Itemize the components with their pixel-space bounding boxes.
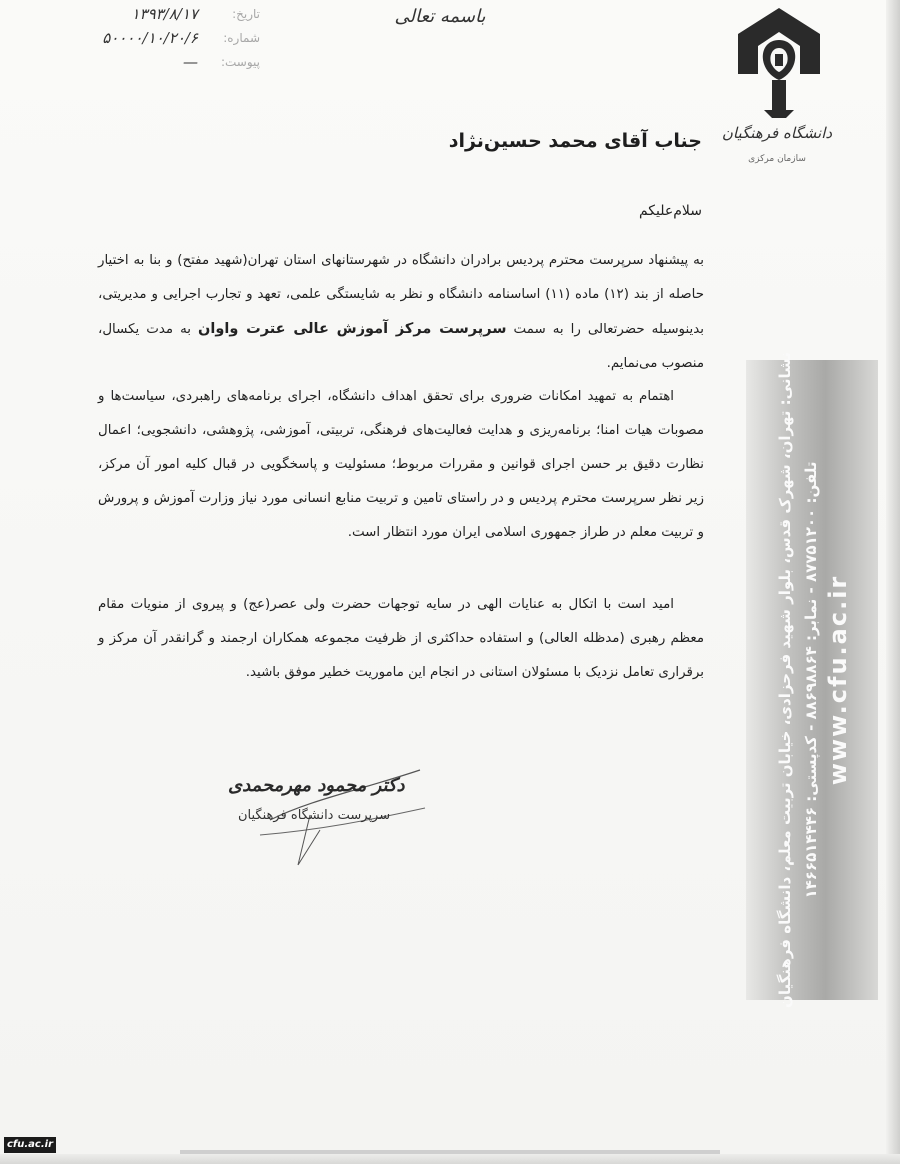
paragraph-appointment-end: به مدت یکسال، منصوب می‌نمایم. — [98, 322, 704, 371]
number-value: ۵۰۰۰۰/۱۰/۲۰/۶ — [102, 29, 198, 47]
invocation-heading: باسمه تعالی — [394, 6, 486, 27]
date-value: ۱۳۹۳/۸/۱۷ — [131, 5, 198, 23]
logo-subtitle: سازمان مرکزی — [748, 154, 806, 164]
contact-sideband-text — [746, 352, 878, 1008]
letter-meta — [60, 2, 260, 74]
addressee: جناب آقای محمد حسین‌نژاد — [448, 130, 702, 152]
website-url: www.cfu.ac.ir — [824, 574, 852, 786]
salutation: سلام‌علیکم — [638, 203, 702, 219]
paragraph-appointment — [98, 244, 704, 381]
date-label: تاریخ: — [232, 7, 260, 21]
contact-sideband — [746, 352, 878, 1008]
attachment-value: — — [183, 53, 198, 71]
address-line: نشانی: تهران، شهرک قدس، بلوار شهید فرحزادی، خیابان تربیت معلم، دانشگاه فرهنگیان — [776, 352, 794, 1008]
university-emblem-icon — [734, 6, 824, 121]
bottom-scan-stripe — [180, 1150, 720, 1154]
paragraph-duties: اهتمام به تمهید امکانات ضروری برای تحقق اهداف دانشگاه، اجرای برنامه‌های راهبردی، سیاست‌ها و مصوبات هیات امنا؛ برنامه‌ریزی و هدایت فعالیت‌های فرهنگی، تربیتی، آموزشی، پژوهشی، دانشجویی؛ اعمال نظارت دقیق بر حسن اجرای قوانین و مقررات مربوط؛ مسئولیت و پاسخگویی در قبال کلیه امور آن مرکز، زیر نظر سرپرست محترم پردیس و در راستای تامین و تربیت منابع انسانی مورد نیاز وزارت آموزش و پرورش و تربیت معلم در طراز جمهوری اسلامی ایران مورد انتظار است. — [98, 389, 704, 540]
scan-bottom-edge — [0, 1154, 900, 1164]
attachment-label: پیوست: — [220, 55, 260, 69]
appointment-title: سرپرست مرکز آموزش عالی عترت واوان — [198, 321, 507, 337]
number-label: شماره: — [223, 31, 260, 45]
paragraph-closing: امید است با اتکال به عنایات الهی در سایه توجهات حضرت ولی عصر(عج) و پیروی از منویات مقام معظم رهبری (مدظله العالی) و استفاده حداکثری از ظرفیت مجموعه همکاران ارجمند و گرانقدر آن مرکز و برقراری تعامل نزدیک با مسئولان استانی در انجام این ماموریت خطیر موفق باشید. — [98, 597, 704, 680]
scan-edge-shadow — [886, 0, 900, 1164]
phone-line: تلفن: ۸۷۷۵۱۲۰۰ - نمابر: ۸۸۶۹۸۸۶۴ - کدپستی: ۱۴۶۶۵۱۴۴۴۶ — [802, 461, 820, 899]
paragraph-appointment-intro: به پیشنهاد سرپرست محترم پردیس برادران دانشگاه در شهرستانهای استان تهران(شهید مفتح) و بنا به اختیار حاصله از بند (۱۲) ماده (۱۱) اساسنامه دانشگاه و نظر به شایستگی علمی، تعهد و تجارب اجرایی و مدیریتی، بدینوسیله حضرتعالی را به سمت — [98, 253, 704, 337]
attachment-row — [60, 50, 260, 74]
signatory-name: دکتر محمود مهرمحمدی — [228, 775, 405, 796]
date-row — [60, 2, 260, 26]
watermark-badge: cfu.ac.ir — [4, 1137, 56, 1153]
logo-name: دانشگاه فرهنگیان — [721, 124, 833, 142]
signatory-title: سرپرست دانشگاه فرهنگیان — [238, 808, 391, 823]
number-row — [60, 26, 260, 50]
university-logo — [712, 6, 842, 176]
